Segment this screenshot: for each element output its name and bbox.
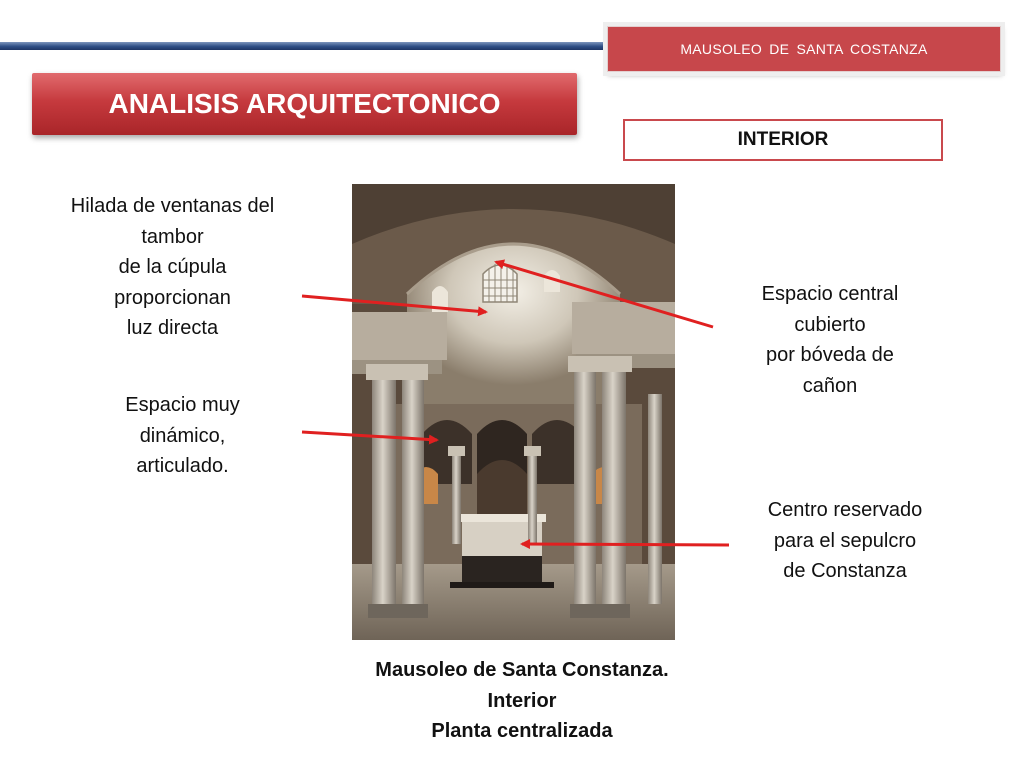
annotation-central-space <box>720 279 940 401</box>
annotation-line: tambor <box>141 225 204 248</box>
annotation-line: Centro reservado <box>767 499 923 521</box>
photo-caption <box>322 655 722 747</box>
section-label: INTERIOR <box>623 119 943 161</box>
annotation-dynamic-space <box>70 390 295 482</box>
annotation-line: dinámico, <box>139 424 226 447</box>
annotation-line: articulado. <box>136 455 229 477</box>
mausoleum-interior-photo <box>352 184 675 640</box>
annotation-line: Espacio central <box>761 283 899 305</box>
annotation-line: cañon <box>802 374 858 397</box>
annotation-line: proporcionan <box>114 286 231 309</box>
annotation-line: luz directa <box>126 317 219 339</box>
annotation-line: de la cúpula <box>118 256 227 278</box>
header-rule <box>0 42 608 50</box>
slide-title: ANALISIS ARQUITECTONICO <box>32 73 577 135</box>
annotation-line: cubierto <box>794 313 866 336</box>
annotation-line: Hilada de ventanas del <box>70 195 275 217</box>
caption-line: Interior <box>487 689 557 712</box>
annotation-line: por bóveda de <box>766 344 894 366</box>
annotation-line: Espacio muy <box>125 394 240 416</box>
annotation-drum-windows <box>40 191 305 344</box>
header-tag: MAUSOLEO DE SANTA COSTANZA <box>607 26 1001 72</box>
annotation-sepulchre-center <box>735 495 955 587</box>
caption-line: Mausoleo de Santa Constanza. <box>375 659 669 681</box>
annotation-line: de Constanza <box>783 560 907 582</box>
caption-line: Planta centralizada <box>431 720 613 742</box>
annotation-line: para el sepulcro <box>773 529 917 552</box>
